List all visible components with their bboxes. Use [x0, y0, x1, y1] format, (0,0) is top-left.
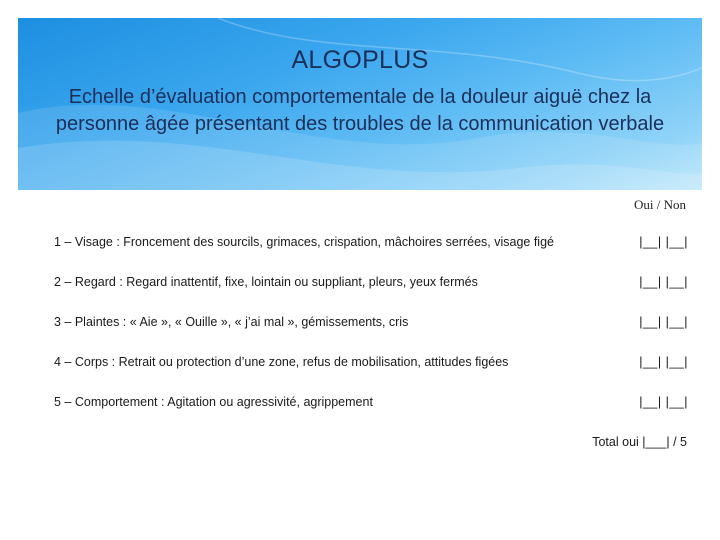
item-row-comportement — [54, 393, 688, 413]
yes-no-checkboxes[interactable]: |__| |__| — [639, 235, 688, 249]
yes-no-checkboxes[interactable]: |__| |__| — [639, 355, 688, 369]
page-subtitle: Echelle d’évaluation comportementale de la douleur aiguë chez la personne âgée présentant des troubles de la communication verbale — [55, 86, 665, 135]
item-row-regard — [54, 273, 688, 293]
item-row-plaintes — [54, 313, 688, 333]
yes-no-checkboxes[interactable]: |__| |__| — [639, 395, 688, 409]
item-row-visage — [54, 233, 688, 253]
item-label: 4 – Corps : Retrait ou protection d’une zone, refus de mobilisation, attitudes figées — [54, 355, 509, 369]
item-label: 2 – Regard : Regard inattentif, fixe, lointain ou suppliant, pleurs, yeux fermés — [54, 275, 478, 289]
item-label: 5 – Comportement : Agitation ou agressivité, agrippement — [54, 395, 373, 409]
item-row-corps — [54, 353, 688, 373]
page-title: ALGOPLUS — [291, 46, 429, 74]
yes-no-checkboxes[interactable]: |__| |__| — [639, 275, 688, 289]
yes-no-checkboxes[interactable]: |__| |__| — [639, 315, 688, 329]
item-label: 1 – Visage : Froncement des sourcils, grimaces, crispation, mâchoires serrées, visage figé — [54, 235, 554, 249]
yes-no-column-header: Oui / Non — [634, 197, 686, 212]
item-label: 3 – Plaintes : « Aie », « Ouille », « j’ai mal », gémissements, cris — [54, 315, 409, 329]
total-score: Total oui |___| / 5 — [592, 435, 687, 449]
